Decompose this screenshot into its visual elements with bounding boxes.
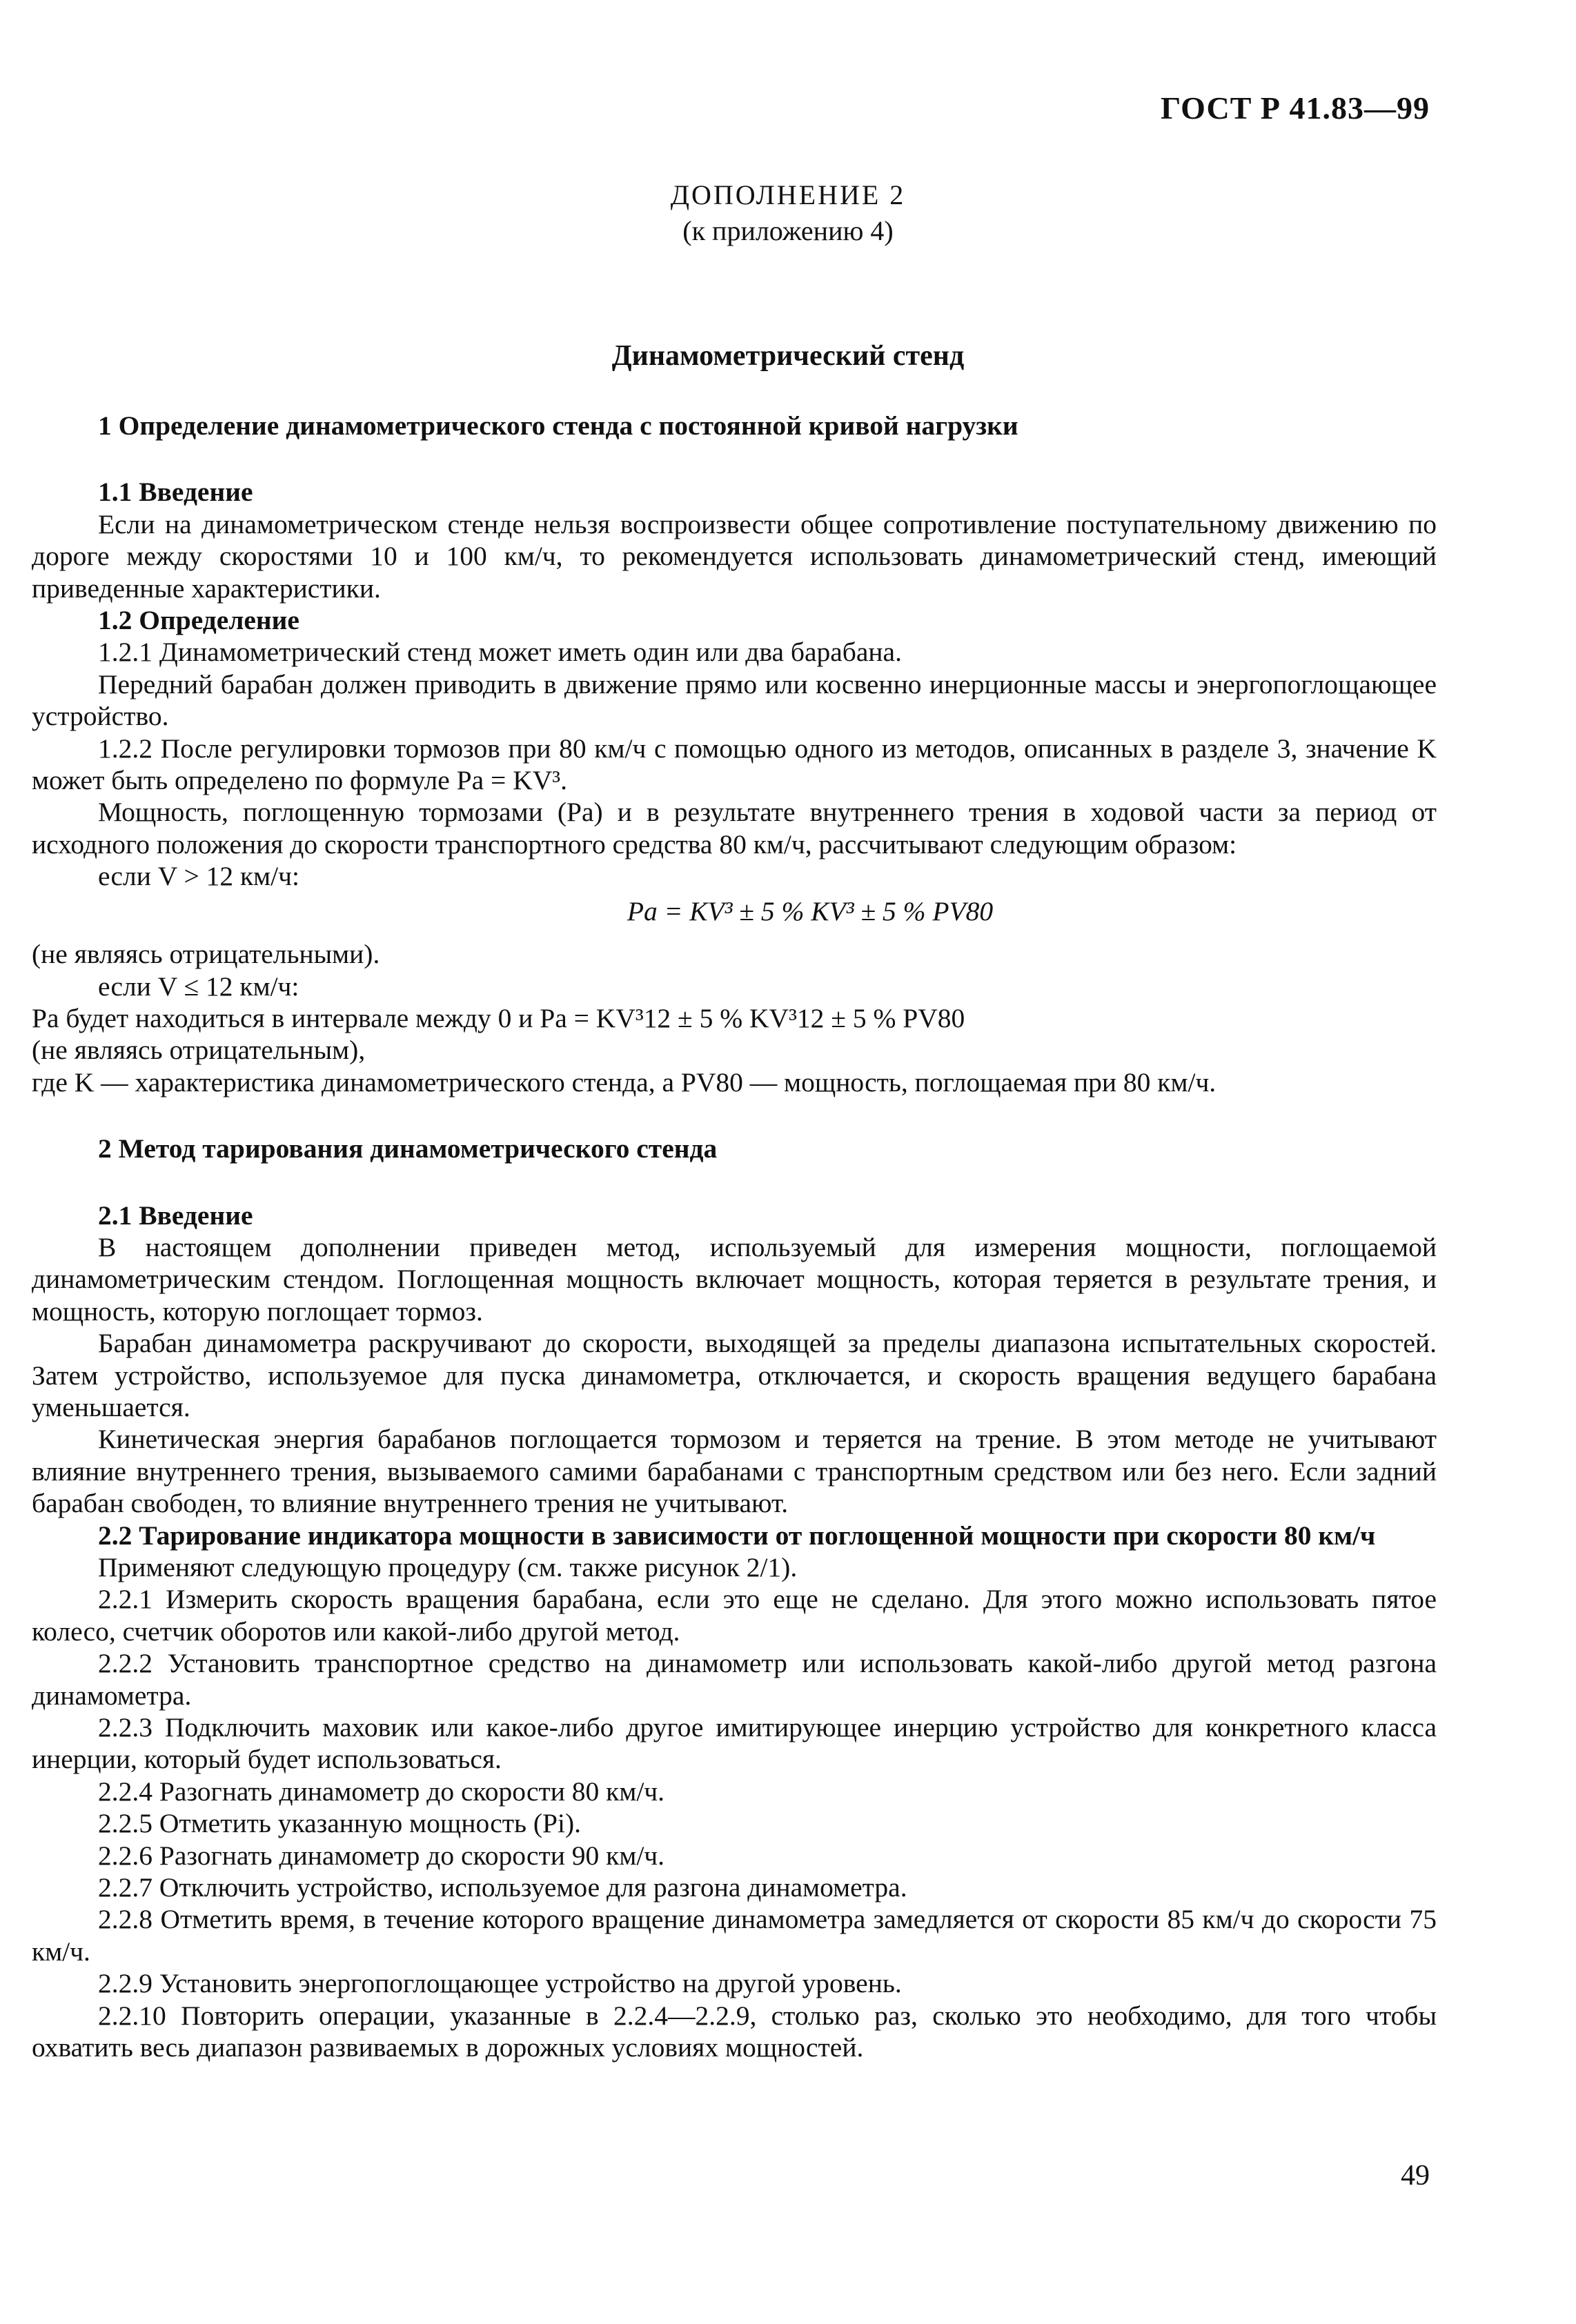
power-text: Мощность, поглощенную тормозами (Pa) и в результате внутреннего трения в ходовой части за период от исходного положения до скорости транспортного средства 80 км/ч, рассчитывают следующим образом: xyxy=(32,797,1437,860)
non-negative-note-2: (не являясь отрицательным), xyxy=(32,1035,366,1066)
section-2-1-paragraph-1: В настоящем дополнении приведен метод, используемый для измерения мощности, поглощаемой динамометрическим стендом. Поглощенная мощность включает мощность, которая теряется в результате трения, и мощность, которую поглощает тормоз. xyxy=(32,1231,1437,1327)
section-2-heading: 2 Метод тарирования динамометрического стенда xyxy=(98,1133,718,1164)
supplement-title: ДОПОЛНЕНИЕ 2 xyxy=(670,179,906,210)
section-1-2-heading: 1.2 Определение xyxy=(98,605,299,636)
section-1-heading: 1 Определение динамометрического стенда с постоянной кривой нагрузки xyxy=(98,410,1018,441)
section-2-1-paragraph-3: Кинетическая энергия барабанов поглощается тормозом и теряется на трение. В этом методе не учитывают влияние внутреннего трения, вызываемого самими барабанами с транспортным средством или без него. Если задний барабан свободен, то влияние внутреннего трения не учитывают. xyxy=(32,1424,1437,1519)
step-2-2-3: 2.2.3 Подключить маховик или какое-либо другое имитирующее инерцию устройство для конкретного класса инерции, который будет использоваться. xyxy=(32,1712,1437,1775)
case-1-condition: если V > 12 км/ч: xyxy=(98,861,299,892)
page-number: 49 xyxy=(1401,2160,1430,2192)
interval-text: Pa будет находиться в интервале между 0 и Pa = KV³12 ± 5 % KV³12 ± 5 % PV80 xyxy=(32,1002,965,1033)
case-2-condition: если V ≤ 12 км/ч: xyxy=(98,971,299,1002)
step-2-2-9: 2.2.9 Установить энергопоглощающее устройство на другой уровень. xyxy=(98,1968,902,1999)
section-1-1-heading: 1.1 Введение xyxy=(98,477,253,508)
step-2-2-10: 2.2.10 Повторить операции, указанные в 2.2.4—2.2.9, столько раз, сколько это необходимо, для того чтобы охватить весь диапазон развиваемых в дорожных условиях мощностей. xyxy=(32,2000,1437,2063)
step-2-2-1: 2.2.1 Измерить скорость вращения барабана, если это еще не сделано. Для этого можно использовать пятое колесо, счетчик оборотов или какой-либо другой метод. xyxy=(32,1584,1437,1647)
step-2-2-5: 2.2.5 Отметить указанную мощность (Pi). xyxy=(98,1808,582,1839)
section-2-1-paragraph-2: Барабан динамометра раскручивают до скорости, выходящей за пределы диапазона испытательных скоростей. Затем устройство, используемое для пуска динамометра, отключается, и скорость вращения ведущего барабана уменьшается. xyxy=(32,1328,1437,1422)
section-1-1-text: Если на динамометрическом стенде нельзя воспроизвести общее сопротивление поступательному движению по дороге между скоростями 10 и 100 км/ч, то рекомендуется использовать динамометрический стенд, имеющий приведенные характеристики. xyxy=(32,508,1437,604)
section-2-2-heading: 2.2 Тарирование индикатора мощности в зависимости от поглощенной мощности при скорости 80 км/ч xyxy=(98,1520,1376,1551)
procedure-intro: Применяют следующую процедуру (см. также рисунок 2/1). xyxy=(98,1552,798,1582)
document-body xyxy=(32,410,1437,2064)
standard-number: ГОСТ Р 41.83—99 xyxy=(1161,90,1430,126)
section-2-1-heading: 2.1 Введение xyxy=(98,1200,253,1231)
step-2-2-2: 2.2.2 Установить транспортное средство на динамометр или использовать какой-либо другой метод разгона динамометра. xyxy=(32,1648,1437,1711)
section-1-2-2-text: 1.2.2 После регулировки тормозов при 80 км/ч с помощью одного из методов, описанных в разделе 3, значение K может быть определено по формуле Pa = KV³. xyxy=(32,733,1437,796)
step-2-2-8: 2.2.8 Отметить время, в течение которого вращение динамометра замедляется от скорости 85 км/ч до скорости 75 км/ч. xyxy=(32,1904,1437,1967)
non-negative-note-1: (не являясь отрицательными). xyxy=(32,939,380,970)
document-title: Динамометрический стенд xyxy=(611,340,965,372)
step-2-2-7: 2.2.7 Отключить устройство, используемое для разгона динамометра. xyxy=(98,1872,907,1903)
section-1-2-1-text: 1.2.1 Динамометрический стенд может иметь один или два барабана. xyxy=(98,637,902,668)
supplement-subtitle: (к приложению 4) xyxy=(682,215,894,246)
step-2-2-4: 2.2.4 Разогнать динамометр до скорости 80 км/ч. xyxy=(98,1776,665,1807)
formula-1: Pa = KV³ ± 5 % KV³ ± 5 % PV80 xyxy=(627,895,994,926)
front-drum-text: Передний барабан должен приводить в движение прямо или косвенно инерционные массы и энергопоглощающее устройство. xyxy=(32,668,1437,732)
step-2-2-6: 2.2.6 Разогнать динамометр до скорости 90 км/ч. xyxy=(98,1840,665,1871)
where-definition: где K — характеристика динамометрического стенда, а PV80 — мощность, поглощаемая при 80 км/ч. xyxy=(32,1066,1217,1098)
